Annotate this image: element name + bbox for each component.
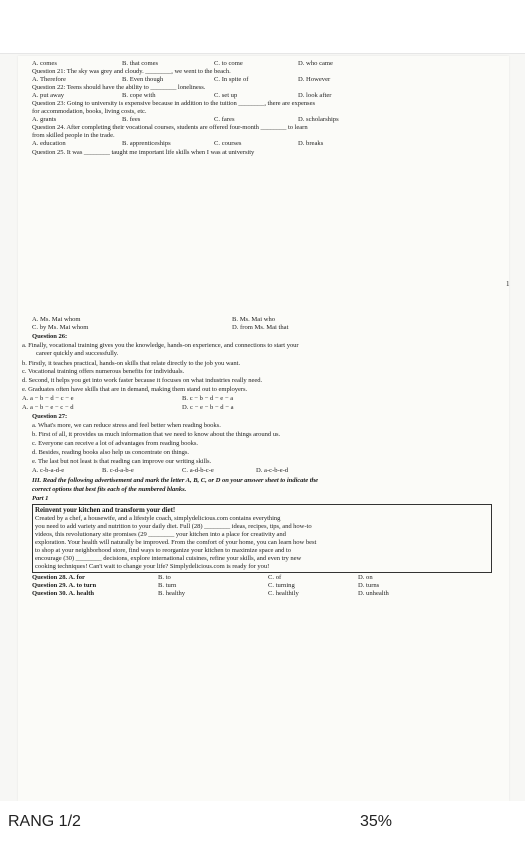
ad-line-1: Created by a chef, a housewife, and a lifestyle coach, simplydelicious.com contains everything bbox=[35, 515, 281, 522]
q24-option-b: B. apprenticeships bbox=[122, 140, 171, 147]
q22-option-b: B. cope with bbox=[122, 92, 156, 99]
page-number: 1 bbox=[506, 280, 510, 288]
q29-option-c: C. turning bbox=[268, 582, 295, 589]
q24-option-a: A. education bbox=[32, 140, 66, 147]
q22-option-d: D. look after bbox=[298, 92, 332, 99]
q25-option-b: B. Ms. Mai who bbox=[232, 316, 276, 323]
q30-option-d: D. unhealth bbox=[358, 590, 389, 597]
option-b: B. that comes bbox=[122, 60, 159, 67]
q26-sentence-e: e. Graduates often have skills that are in demand, making them stand out to employers. bbox=[22, 386, 248, 393]
zoom-level[interactable]: 35% bbox=[360, 813, 393, 830]
q27-option-d: D. a-c-b-e-d bbox=[256, 467, 289, 474]
q23-option-b: B. fees bbox=[122, 116, 141, 123]
q26-option-b: B. c − b − d − e − a bbox=[182, 395, 234, 402]
advertisement-box bbox=[32, 504, 492, 573]
q27-sentence-d: d. Besides, reading books also help us concentrate on things. bbox=[32, 449, 190, 456]
question-30: Question 30. A. health bbox=[32, 590, 95, 597]
q26-sentence-a-cont: career quickly and successfully. bbox=[36, 350, 119, 357]
ad-title: Reinvent your kitchen and transform your diet! bbox=[35, 506, 176, 514]
q21-option-a: A. Therefore bbox=[32, 76, 66, 83]
ad-line-5: to shop at your neighborhood store, find ways to reorganize your kitchen to maximize space and to bbox=[35, 547, 291, 554]
document-name: RANG 1/2 bbox=[8, 813, 81, 830]
q27-option-a: A. c-b-a-d-e bbox=[32, 467, 65, 474]
viewer-status-bar bbox=[0, 801, 525, 845]
ad-line-6: encourage (30) ________ decisions, explore international cuisines, refine your skills, and even try new bbox=[35, 555, 302, 562]
question-22-stem: Question 22: Teens should have the ability to ________ loneliness. bbox=[32, 84, 206, 91]
question-23-stem: Question 23: Going to university is expensive because in addition to the tuition ________, there are expenses bbox=[32, 100, 315, 107]
part-3-instruction-cont: correct options that best fits each of the numbered blanks. bbox=[32, 486, 187, 493]
q28-option-d: D. on bbox=[358, 574, 373, 581]
q21-option-b: B. Even though bbox=[122, 76, 164, 83]
part-label: Part 1 bbox=[32, 495, 49, 502]
part-3-instruction: III. Read the following advertisement and mark the letter A, B, C, or D on your answer sheet to indicate the bbox=[32, 477, 318, 484]
q21-option-c: C. In spite of bbox=[214, 76, 249, 83]
question-23-stem-cont: for accommodation, books, living costs, etc. bbox=[32, 108, 147, 115]
q22-option-c: C. set up bbox=[214, 92, 238, 99]
ad-line-3: videos, this revolutionary site promises (29 ________ your kitchen into a place for creativity and bbox=[35, 531, 286, 538]
q30-option-b: B. healthy bbox=[158, 590, 186, 597]
q22-option-a: A. put away bbox=[32, 92, 65, 99]
q26-sentence-c: c. Vocational training offers numerous benefits for individuals. bbox=[22, 368, 185, 375]
question-27-title: Question 27: bbox=[32, 413, 68, 420]
q26-option-a: A. a − b − d − c − e bbox=[22, 395, 74, 402]
question-25-stem: Question 25. It was ________ taught me important life skills when I was at university bbox=[32, 149, 255, 156]
q27-option-b: B. c-d-a-b-e bbox=[102, 467, 134, 474]
question-26-title: Question 26: bbox=[32, 333, 68, 340]
q23-option-a: A. grants bbox=[32, 116, 57, 123]
question-21-stem: Question 21: The sky was grey and cloudy. ________, we went to the beach. bbox=[32, 68, 231, 75]
q27-sentence-e: e. The last but not least is that reading can improve our writing skills. bbox=[32, 458, 212, 465]
worksheet-page[interactable] bbox=[18, 56, 509, 801]
q29-option-b: B. turn bbox=[158, 582, 177, 589]
top-bar bbox=[0, 0, 525, 54]
q26-sentence-d: d. Second, it helps you get into work faster because it focuses on what industries really need. bbox=[22, 377, 263, 384]
q24-option-d: D. breaks bbox=[298, 140, 324, 147]
question-24-stem-cont: from skilled people in the trade. bbox=[32, 132, 115, 139]
ad-line-2: you need to add variety and nutrition to your daily diet. Full (28) ________ ideas, recipes, tips, and how-to bbox=[35, 523, 312, 530]
option-d: D. who came bbox=[298, 60, 333, 67]
q26-option-d: D. c − e − b − d − a bbox=[182, 404, 234, 411]
q27-sentence-a: a. What's more, we can reduce stress and feel better when reading books. bbox=[32, 422, 221, 429]
q23-option-d: D. scholarships bbox=[298, 116, 339, 123]
q27-sentence-b: b. First of all, it provides us much information that we need to know about the things around us. bbox=[32, 431, 281, 438]
q25-option-a: A. Ms. Mai whom bbox=[32, 316, 81, 323]
q25-option-d: D. from Ms. Mai that bbox=[232, 324, 289, 331]
ad-line-4: exploration. Your health will naturally be improved. From the comfort of your home, you can learn how best bbox=[35, 539, 317, 546]
option-a: A. comes bbox=[32, 60, 57, 67]
q28-option-c: C. of bbox=[268, 574, 282, 581]
q30-option-c: C. healthily bbox=[268, 590, 299, 597]
q26-sentence-a: a. Finally, vocational training gives you the knowledge, hands-on experience, and connections to start your bbox=[22, 342, 299, 349]
q26-sentence-b: b. Firstly, it teaches practical, hands-on skills that relate directly to the job you want. bbox=[22, 360, 241, 367]
q23-option-c: C. fares bbox=[214, 116, 235, 123]
q25-option-c: C. by Ms. Mai whom bbox=[32, 324, 89, 331]
q28-option-b: B. to bbox=[158, 574, 171, 581]
q29-option-d: D. turns bbox=[358, 582, 380, 589]
q24-option-c: C. courses bbox=[214, 140, 242, 147]
option-c: C. to come bbox=[214, 60, 243, 67]
q26-option-c: A. a − b − e − c − d bbox=[22, 404, 74, 411]
q27-sentence-c: c. Everyone can receive a lot of advantages from reading books. bbox=[32, 440, 199, 447]
q27-option-c: C. a-d-b-c-e bbox=[182, 467, 214, 474]
ad-line-7: cooking techniques! Can't wait to change your life? Simplydelicious.com is ready for you! bbox=[35, 563, 270, 570]
q21-option-d: D. However bbox=[298, 76, 331, 83]
question-24-stem: Question 24. After completing their vocational courses, students are offered four-month ________ to learn bbox=[32, 124, 308, 131]
question-28: Question 28. A. for bbox=[32, 574, 85, 581]
question-29: Question 29. A. to turn bbox=[32, 582, 97, 589]
